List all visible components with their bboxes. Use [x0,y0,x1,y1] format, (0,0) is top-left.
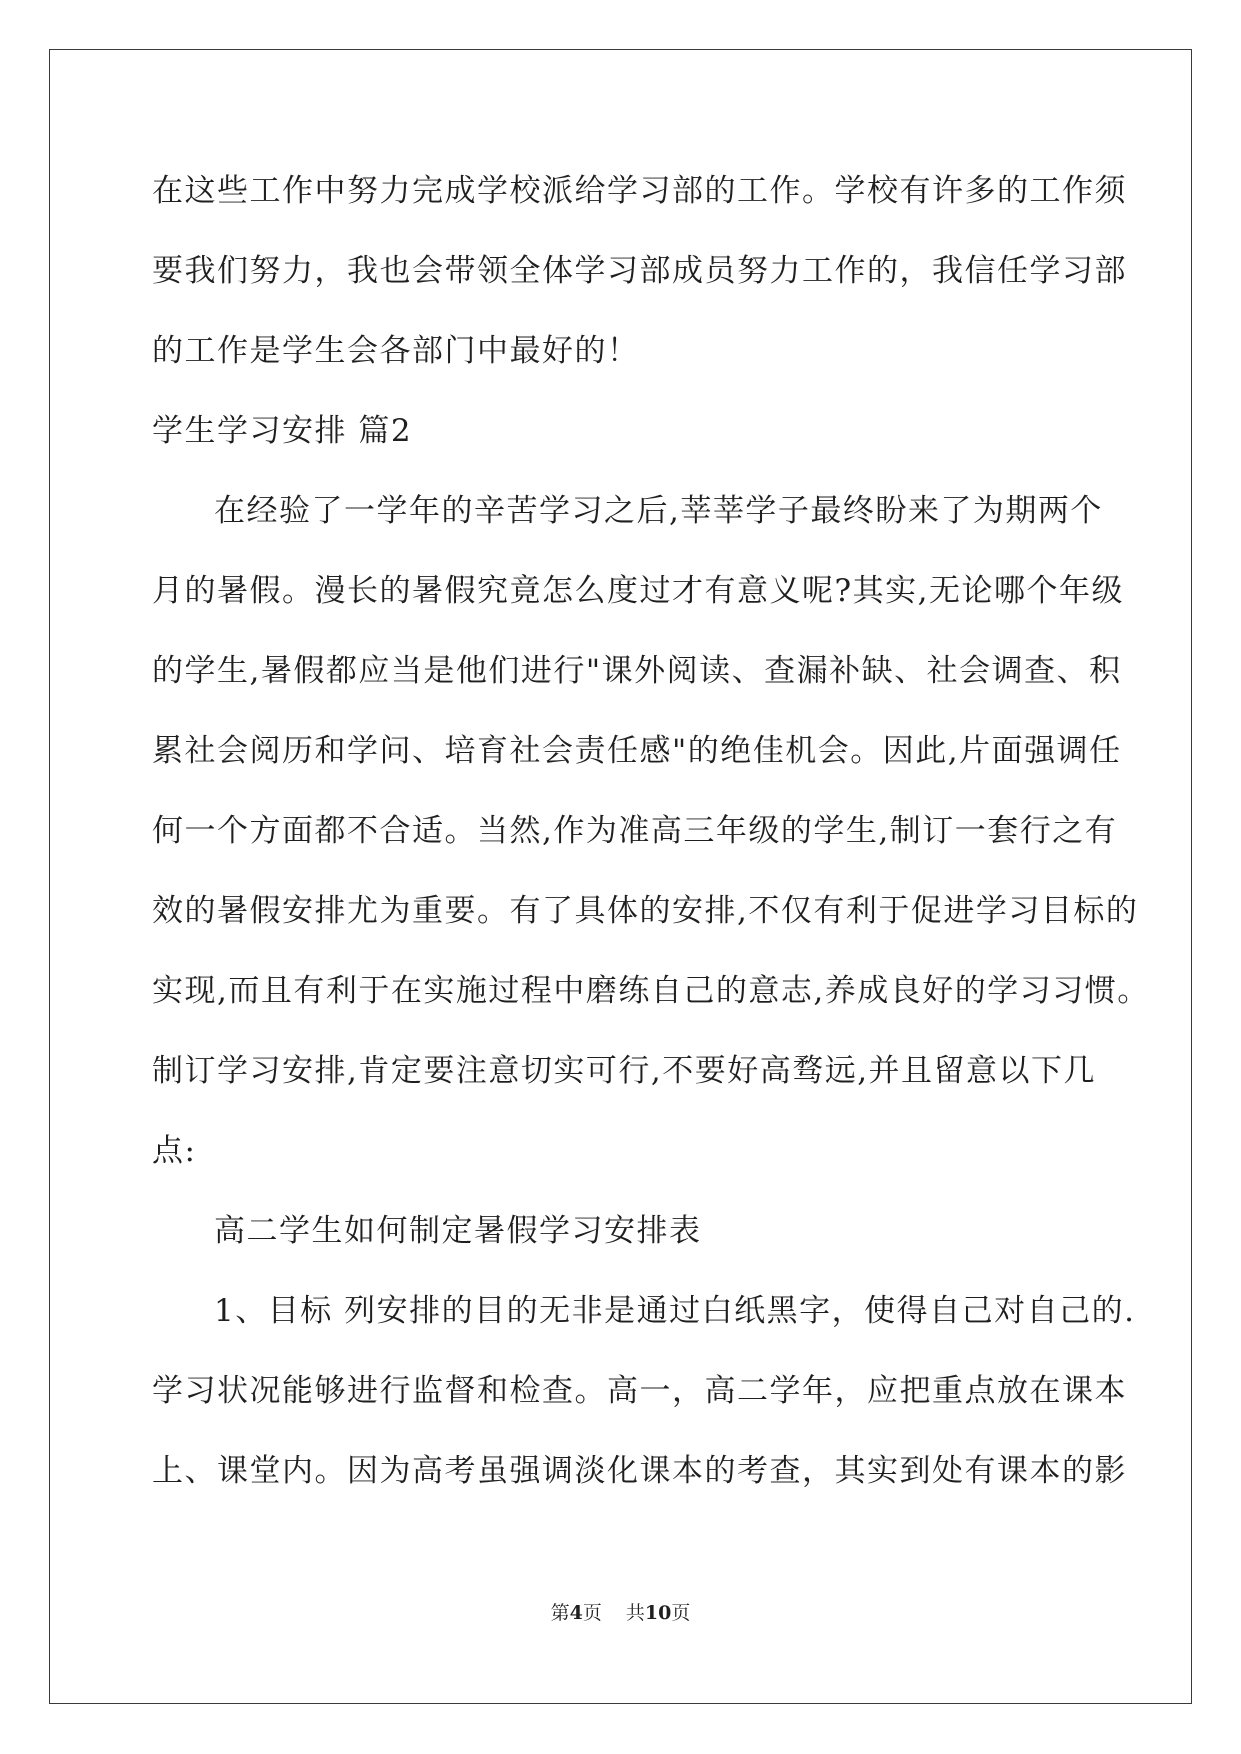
body-line-15: 1、目标 列安排的目的无非是通过白纸黑字，使得自己对自己的. [214,1293,1136,1329]
total-suffix: 页 [671,1602,691,1624]
body-line-3: 的工作是学生会各部门中最好的！ [152,333,640,369]
body-line-5: 在经验了一学年的辛苦学习之后,莘莘学子最终盼来了为期两个 [214,493,1103,529]
body-line-11: 实现,而且有利于在实施过程中磨练自己的意志,养成良好的学习习惯。 [152,973,1150,1009]
body-line-10: 效的暑假安排尤为重要。有了具体的安排,不仅有利于促进学习目标的 [152,893,1139,929]
page-prefix: 第 [550,1602,570,1624]
body-line-7: 的学生,暑假都应当是他们进行"课外阅读、查漏补缺、社会调查、积 [152,653,1122,689]
section-heading: 学生学习安排 篇2 [152,413,413,449]
body-line-17: 上、课堂内。因为高考虽强调淡化课本的考查，其实到处有课本的影 [152,1453,1127,1489]
total-pages: 10 [644,1602,672,1624]
body-line-2: 要我们努力，我也会带领全体学习部成员努力工作的，我信任学习部 [152,253,1127,289]
page-footer [0,1598,1241,1625]
body-line-9: 何一个方面都不合适。当然,作为准高三年级的学生,制订一套行之有 [152,813,1118,849]
subheading: 高二学生如何制定暑假学习安排表 [214,1213,702,1249]
page-number: 4 [569,1602,583,1624]
page-suffix: 页 [582,1602,602,1624]
body-line-6: 月的暑假。漫长的暑假究竟怎么度过才有意义呢?其实,无论哪个年级 [152,573,1124,609]
body-line-8: 累社会阅历和学问、培育社会责任感"的绝佳机会。因此,片面强调任 [152,733,1122,769]
body-line-13: 点: [152,1133,197,1169]
body-line-1: 在这些工作中努力完成学校派给学习部的工作。学校有许多的工作须 [152,173,1127,209]
total-prefix: 共 [625,1602,645,1624]
body-line-12: 制订学习安排,肯定要注意切实可行,不要好高骛远,并且留意以下几 [152,1053,1097,1089]
body-line-16: 学习状况能够进行监督和检查。高一，高二学年，应把重点放在课本 [152,1373,1127,1409]
